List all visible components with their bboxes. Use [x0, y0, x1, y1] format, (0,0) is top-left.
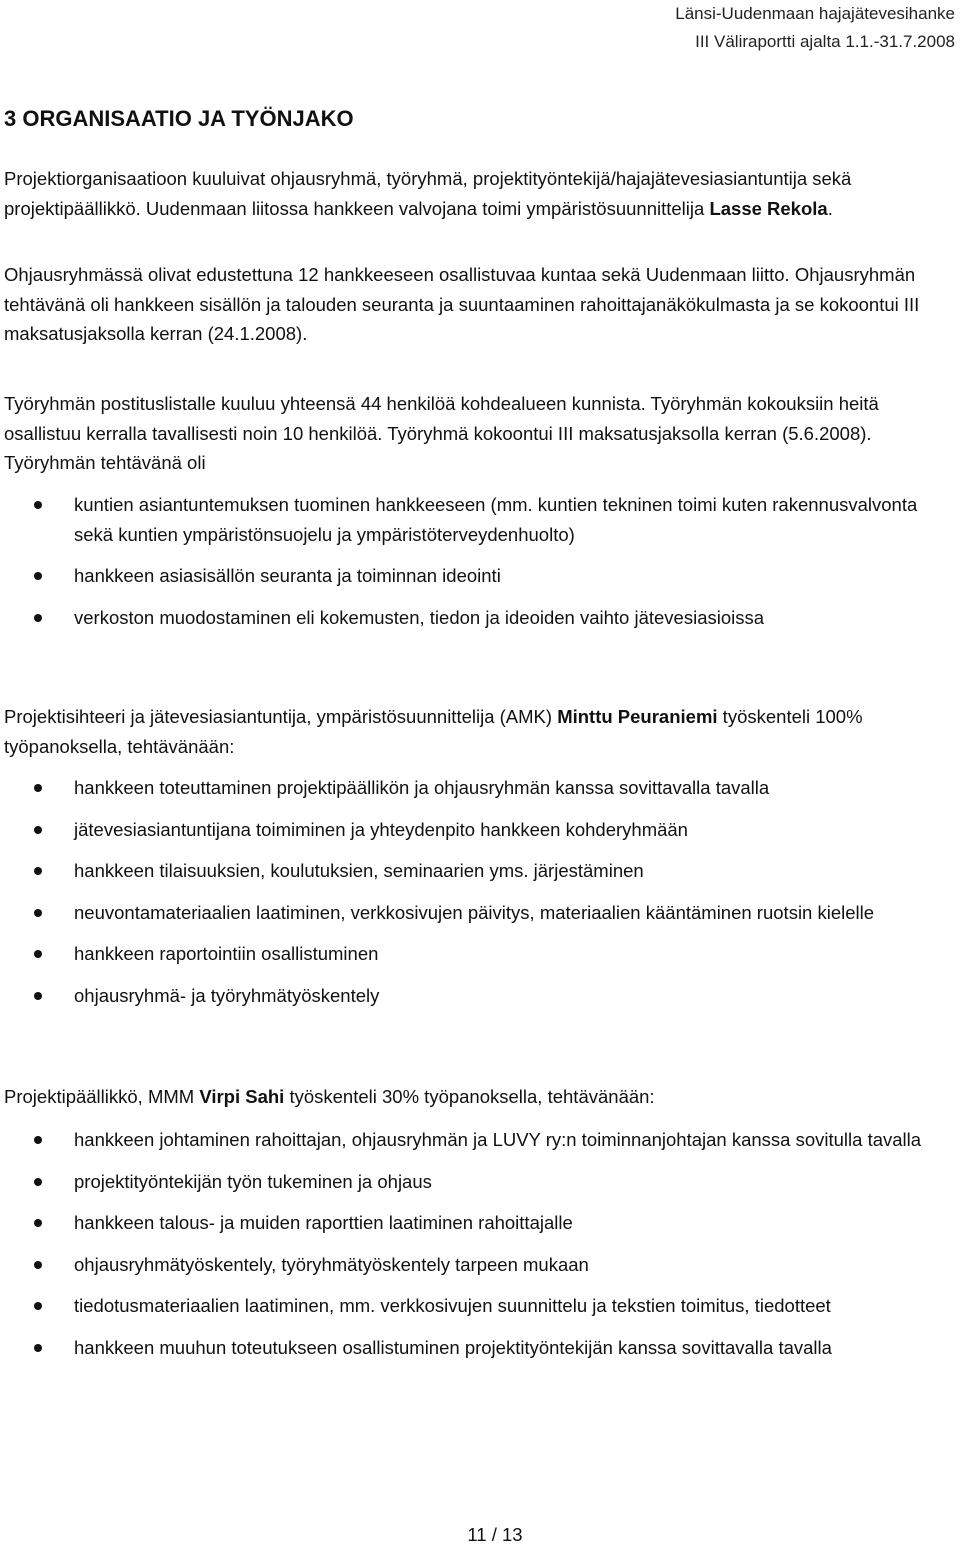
bullet-icon — [34, 1261, 42, 1269]
list-item — [0, 490, 950, 549]
list-item — [0, 981, 950, 1011]
list-item — [0, 561, 950, 591]
bullet-icon — [34, 950, 42, 958]
list-item-text: hankkeen johtaminen rahoittajan, ohjausryhmän ja LUVY ry:n toiminnanjohtajan kanssa sovitulla tavalla — [74, 1129, 922, 1150]
para1-text-a: Projektiorganisaatioon kuuluivat ohjausryhmä, työryhmä, projektityöntekijä/hajajätevesiasiantuntija sekä projektipäällikkö. Uudenmaan liitossa hankkeen valvojana toimi ympäristösuunnittelija — [4, 168, 852, 219]
paragraph-organisation — [4, 164, 934, 223]
list-item-text: verkoston muodostaminen eli kokemusten, tiedon ja ideoiden vaihto jätevesiasioissa — [74, 606, 765, 628]
list-working-group-tasks — [0, 490, 950, 632]
person-name-rekola: Lasse Rekola — [709, 197, 828, 219]
bullet-icon — [34, 1136, 42, 1144]
list-item-text: hankkeen toteuttaminen projektipäällikön ja ohjausryhmän kanssa sovittavalla tavalla — [74, 777, 770, 798]
bullet-icon — [34, 501, 42, 509]
list-item — [0, 898, 950, 928]
paragraph-project-manager — [4, 1082, 934, 1112]
list-item — [0, 1167, 950, 1197]
list-item-text: kuntien asiantuntemuksen tuominen hankkeeseen (mm. kuntien tekninen toimi kuten rakennusvalvonta sekä kuntien ympäristönsuojelu ja ympäristöterveydenhuolto) — [74, 494, 918, 545]
list-secretary-tasks — [0, 773, 950, 1010]
bullet-icon — [34, 992, 42, 1000]
list-item-text: ohjausryhmä- ja työryhmätyöskentely — [74, 984, 380, 1006]
list-item — [0, 773, 950, 803]
bullet-icon — [34, 1219, 42, 1227]
list-item — [0, 1333, 950, 1363]
list-item-text: tiedotusmateriaalien laatiminen, mm. verkkosivujen suunnittelu ja tekstien toimitus, tiedotteet — [74, 1295, 831, 1316]
list-item — [0, 939, 950, 969]
bullet-icon — [34, 867, 42, 875]
bullet-icon — [34, 909, 42, 917]
list-item-text: hankkeen tilaisuuksien, koulutuksien, seminaarien yms. järjestäminen — [74, 860, 644, 881]
para5-text-b: työskenteli 30% työpanoksella, tehtävänään: — [284, 1086, 655, 1107]
list-item-text: hankkeen muuhun toteutukseen osallistuminen projektityöntekijän kanssa sovittavalla tavalla — [74, 1336, 832, 1358]
list-item-text: hankkeen raportointiin osallistuminen — [74, 943, 379, 964]
list-item — [0, 603, 950, 633]
running-header — [675, 0, 955, 56]
list-item — [0, 1250, 950, 1280]
paragraph-project-secretary — [4, 702, 934, 761]
list-item — [0, 1291, 950, 1321]
list-item-text: projektityöntekijän työn tukeminen ja ohjaus — [74, 1170, 432, 1192]
bullet-icon — [34, 784, 42, 792]
paragraph-steering-group: Ohjausryhmässä olivat edustettuna 12 hankkeeseen osallistuvaa kuntaa sekä Uudenmaan liitto. Ohjausryhmän tehtävänä oli hankkeen sisällön ja talouden seuranta ja suuntaaminen rahoittajanäkökulmasta ja se kokoontui III maksatusjaksolla kerran (24.1.2008). — [4, 264, 920, 344]
list-item — [0, 856, 950, 886]
bullet-icon — [34, 1178, 42, 1186]
para1-text-b: . — [827, 197, 833, 219]
list-item — [0, 815, 950, 845]
section-heading: 3 ORGANISAATIO JA TYÖNJAKO — [4, 106, 354, 131]
list-manager-tasks — [0, 1125, 950, 1362]
list-item-text: ohjausryhmätyöskentely, työryhmätyöskentely tarpeen mukaan — [74, 1253, 589, 1275]
list-item — [0, 1125, 950, 1155]
bullet-icon — [34, 572, 42, 580]
person-name-sahi: Virpi Sahi — [199, 1086, 285, 1107]
list-item-text: hankkeen asiasisällön seuranta ja toiminnan ideointi — [74, 565, 501, 586]
page-number: 11 / 13 — [467, 1524, 523, 1545]
list-item-text: jätevesiasiantuntijana toimiminen ja yhteydenpito hankkeen kohderyhmään — [74, 818, 688, 840]
list-item-text: hankkeen talous- ja muiden raporttien laatiminen rahoittajalle — [74, 1212, 573, 1233]
list-item-text: neuvontamateriaalien laatiminen, verkkosivujen päivitys, materiaalien kääntäminen ruotsin kielelle — [74, 901, 875, 923]
header-project-name: Länsi-Uudenmaan hajajätevesihanke — [675, 4, 955, 23]
bullet-icon — [34, 1344, 42, 1352]
para4-text-b: työskenteli 100% työpanoksella, tehtävänään: — [4, 706, 863, 757]
para5-text-a: Projektipäällikkö, MMM — [4, 1086, 200, 1107]
person-name-peuraniemi: Minttu Peuraniemi — [557, 706, 718, 727]
para4-text-a: Projektisihteeri ja jätevesiasiantuntija, ympäristösuunnittelija (AMK) — [4, 706, 558, 727]
list-item — [0, 1208, 950, 1238]
bullet-icon — [34, 826, 42, 834]
header-report-period: III Väliraportti ajalta 1.1.-31.7.2008 — [695, 32, 955, 51]
paragraph-working-group: Työryhmän postituslistalle kuuluu yhteensä 44 henkilöä kohdealueen kunnista. Työryhmän kokouksiin heitä osallistuu kerralla tavallisesti noin 10 henkilöä. Työryhmä kokoontui III maksatusjaksolla kerran (5.6.2008). Työryhmän tehtävänä oli — [4, 393, 879, 473]
bullet-icon — [34, 614, 42, 622]
bullet-icon — [34, 1302, 42, 1310]
